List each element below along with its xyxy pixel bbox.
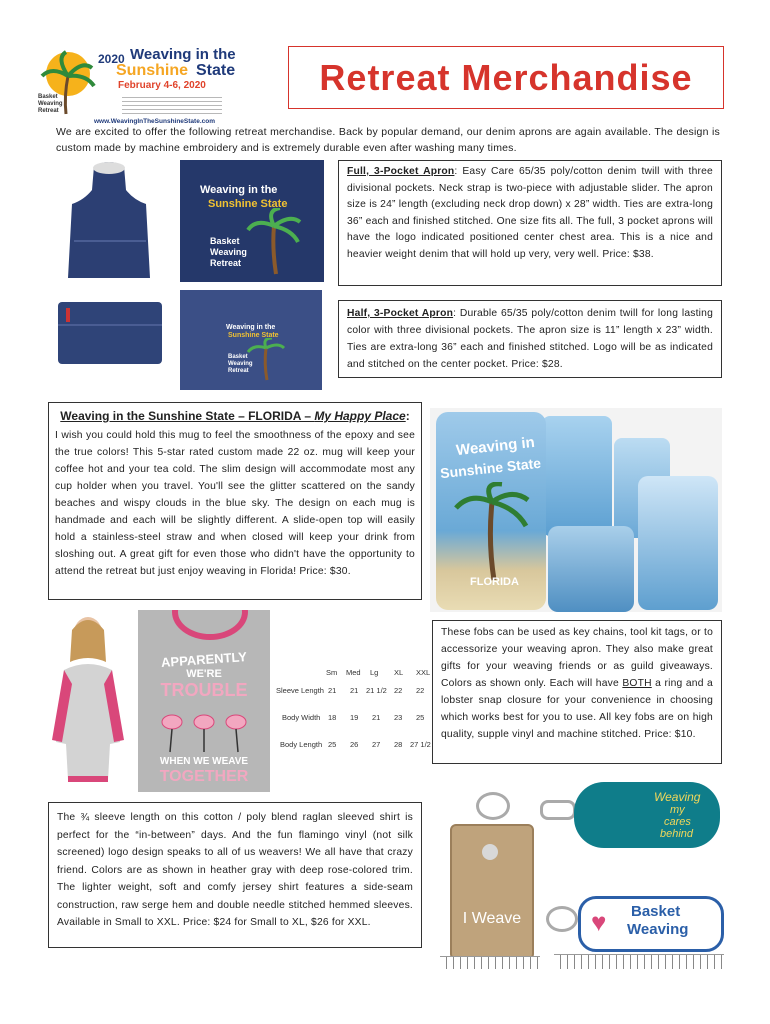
fob-cares-line2: my xyxy=(670,804,685,816)
retreat-logo xyxy=(38,42,248,128)
size-chart xyxy=(276,668,436,758)
mug-heading-c: : xyxy=(405,409,410,423)
shirt-text-when: WHEN WE WEAVE xyxy=(159,756,249,767)
fob-basket-weaving xyxy=(578,896,724,952)
size-row-label: Body Width xyxy=(282,713,321,722)
full-apron-closeup-photo xyxy=(180,160,324,282)
shirt-text-trouble: TROUBLE xyxy=(160,680,248,700)
fobs-description-a: These fobs can be used as key chains, tool kit tags, or to accessorize your weaving apron. They also make great gifts for your weaving friends or as guild giveaways. Colors as shown only. Each will have xyxy=(441,627,713,689)
fob-cares-line1: Weaving xyxy=(654,790,701,804)
logo-fine-print xyxy=(122,94,222,116)
half-apron-embroidery-retreat: Retreat xyxy=(228,368,249,374)
size-cell: 25 xyxy=(416,713,425,722)
half-apron-palm-icon xyxy=(246,338,286,382)
logo-year: 2020 xyxy=(98,52,125,66)
key-fobs-photo xyxy=(434,778,724,970)
mug-front xyxy=(436,412,546,610)
logo-side-text: Basket Weaving Retreat xyxy=(38,94,63,114)
apron-embroidery-weaving: Weaving xyxy=(210,247,247,257)
size-row-label: Sleeve Length xyxy=(276,686,324,695)
fobs-description-c: a ring and a lobster snap closure for your convenience in choosing which works best for you to use. All key fobs are on high quality, supple vinyl and machine stitched. Price: $10. xyxy=(441,678,713,740)
shirt-text-were: WE'RE xyxy=(186,668,222,680)
shirt-graphic-photo xyxy=(138,610,270,792)
logo-title-b: Sunshine xyxy=(116,62,189,79)
size-col-xl: XL xyxy=(394,668,404,677)
ruler xyxy=(554,954,724,969)
logo-dates: February 4-6, 2020 xyxy=(118,80,206,91)
size-cell: 28 xyxy=(394,740,403,749)
palm-tree-icon xyxy=(244,208,304,278)
heart-icon: ♥ xyxy=(591,907,607,937)
fob-basket-line1: Basket xyxy=(631,903,681,920)
fob-basket-line2: Weaving xyxy=(627,921,689,938)
mug-back xyxy=(542,416,612,536)
size-cell: 22 xyxy=(394,686,403,695)
half-apron-embroidery-basket: Basket xyxy=(228,354,248,360)
size-cell: 26 xyxy=(350,740,359,749)
shirt-collar xyxy=(172,610,248,640)
size-row-label: Body Length xyxy=(280,740,323,749)
size-cell: 21 xyxy=(328,686,337,695)
half-apron-embroidery-weaving: Weaving xyxy=(228,361,253,367)
logo-title-a: Weaving in the xyxy=(130,46,236,63)
page-title: Retreat Merchandise xyxy=(319,57,693,98)
flamingo-icon xyxy=(152,704,256,754)
size-col-lg: Lg xyxy=(370,668,379,677)
size-cell: 27 xyxy=(372,740,381,749)
half-apron-description: : Durable 65/35 poly/cotton denim twill for long lasting color with three divisional pockets. The apron size is 11” length x 23” width. Ties are extra-long 36” each and finished stitched. Logo will be as indicated and stitched on the center pocket. Price: $28. xyxy=(347,308,713,370)
size-row-body-width xyxy=(276,713,436,725)
half-apron-box xyxy=(338,300,722,378)
fob-ring xyxy=(476,792,510,820)
logo-url: www.WeavingInTheSunshineState.com xyxy=(94,118,215,125)
size-cell: 22 xyxy=(416,686,425,695)
shirt-box xyxy=(48,802,422,948)
size-col-med: Med xyxy=(346,668,361,677)
full-apron-photo xyxy=(54,160,164,282)
mug-text-florida: FLORIDA xyxy=(470,576,519,588)
size-cell: 25 xyxy=(328,740,337,749)
mug-right xyxy=(638,476,718,610)
full-apron-heading: Full, 3-Pocket Apron xyxy=(347,166,455,177)
half-apron-heading: Half, 3-Pocket Apron xyxy=(347,308,454,319)
ruler-left xyxy=(440,956,540,969)
half-apron-embroidery-title: Weaving in the xyxy=(226,324,276,331)
fob-i-weave xyxy=(450,824,534,960)
shirt-text-together: TOGETHER xyxy=(159,768,249,785)
fobs-description-emphasis: BOTH xyxy=(622,678,652,689)
mug-heading-b: My Happy Place xyxy=(314,409,406,423)
size-col-xxl: XXL xyxy=(416,668,431,677)
shirt-description: The ¾ sleeve length on this cotton / poly blend raglan sleeved shirt is perfect for the “in-between” days. And the fun flamingo vinyl (not silk screened) logo design speaks to all of us weavers! We all have that crazy friend. Colors are as shown in heather gray with deep rose-colored trim. The lighter weight, soft and comfy jersey shirt features a side-seam construction, raw serge hem and double needle stitched hemmed sleeves. Available in Small to XXL. Price: $24 for Small to XL, $26 for XXL. xyxy=(57,812,413,928)
logo-title-c: State xyxy=(196,62,236,79)
size-cell: 19 xyxy=(350,713,359,722)
intro-text: We are excited to offer the following retreat merchandise. Back by popular demand, our denim aprons are again available. The design is custom made by machine embroidery and is extremely durable even after washing many times. xyxy=(56,126,720,154)
mug-text-weaving: Weaving in xyxy=(455,433,536,460)
mug-palm-icon xyxy=(452,482,532,582)
size-cell: 27 1/2 xyxy=(410,740,431,749)
apron-embroidery-title: Weaving in the xyxy=(200,184,278,196)
mug-box xyxy=(48,402,422,600)
mug-middle xyxy=(548,526,634,612)
size-row-body-length xyxy=(276,740,436,752)
apron-embroidery-basket: Basket xyxy=(210,236,240,246)
shirt-text-apparently: APPARENTLY xyxy=(160,649,248,670)
apron-embroidery-retreat: Retreat xyxy=(210,258,242,268)
mug-text-sunshine: Sunshine State xyxy=(439,454,542,482)
half-apron-embroidery-subtitle: Sunshine State xyxy=(228,332,279,339)
size-cell: 21 1/2 xyxy=(366,686,387,695)
full-apron-box xyxy=(338,160,722,286)
size-col-sm: Sm xyxy=(326,668,338,677)
fobs-box xyxy=(432,620,722,764)
title-banner xyxy=(288,46,724,109)
size-cell: 18 xyxy=(328,713,337,722)
fob-weaving-cares xyxy=(574,782,720,848)
fob-ring-2 xyxy=(546,906,578,932)
mug-photo xyxy=(430,408,722,612)
fob-snap-icon xyxy=(482,844,498,860)
half-apron-photo xyxy=(54,296,166,370)
size-chart-header xyxy=(276,668,436,680)
mug-heading-a: Weaving in the Sunshine State – FLORIDA – xyxy=(60,409,315,423)
full-apron-description: : Easy Care 65/35 poly/cotton denim twill with three divisional pockets. Neck strap is two-piece with adjustable slider. The apron size is 24” length (excluding neck drop down) x 28” width. Ties are extra-long 36” each and finished stitched. One size fits all. The full, 3 pocket aprons will have the logo indicated positioned center chest area. This is a nice and heavier weight denim that will hold up very, very well. Price: $38. xyxy=(347,166,713,260)
fob-i-weave-label: I Weave xyxy=(462,910,522,927)
size-cell: 21 xyxy=(372,713,381,722)
size-row-sleeve xyxy=(276,686,436,698)
size-cell: 21 xyxy=(350,686,359,695)
size-cell: 23 xyxy=(394,713,403,722)
fob-cares-line3: cares xyxy=(664,816,691,828)
mug-description: I wish you could hold this mug to feel the smoothness of the epoxy and see the true colors! This 5-star rated custom made 22 oz. mug will keep your coffee hot and your tea cold. The slim design will accommodate most any cup holder when you travel. You'll see the glitter scattered on the sandy beaches and wispy clouds in the blue sky. The design on each mug is handmade and each will be slightly different. A slide-open top will easily hold a stainless-steel straw and when closed will keep your drink from sloshing out. A great gift for even those who didn't have the opportunity to attend the retreat but just enjoy weaving in Florida! Price: $30. xyxy=(55,430,415,577)
half-apron-closeup-photo xyxy=(180,290,322,390)
shirt-model-photo xyxy=(46,610,130,792)
fob-lobster-clasp xyxy=(540,800,576,820)
apron-embroidery-subtitle: Sunshine State xyxy=(208,198,288,210)
fob-cares-line4: behind xyxy=(660,828,694,840)
